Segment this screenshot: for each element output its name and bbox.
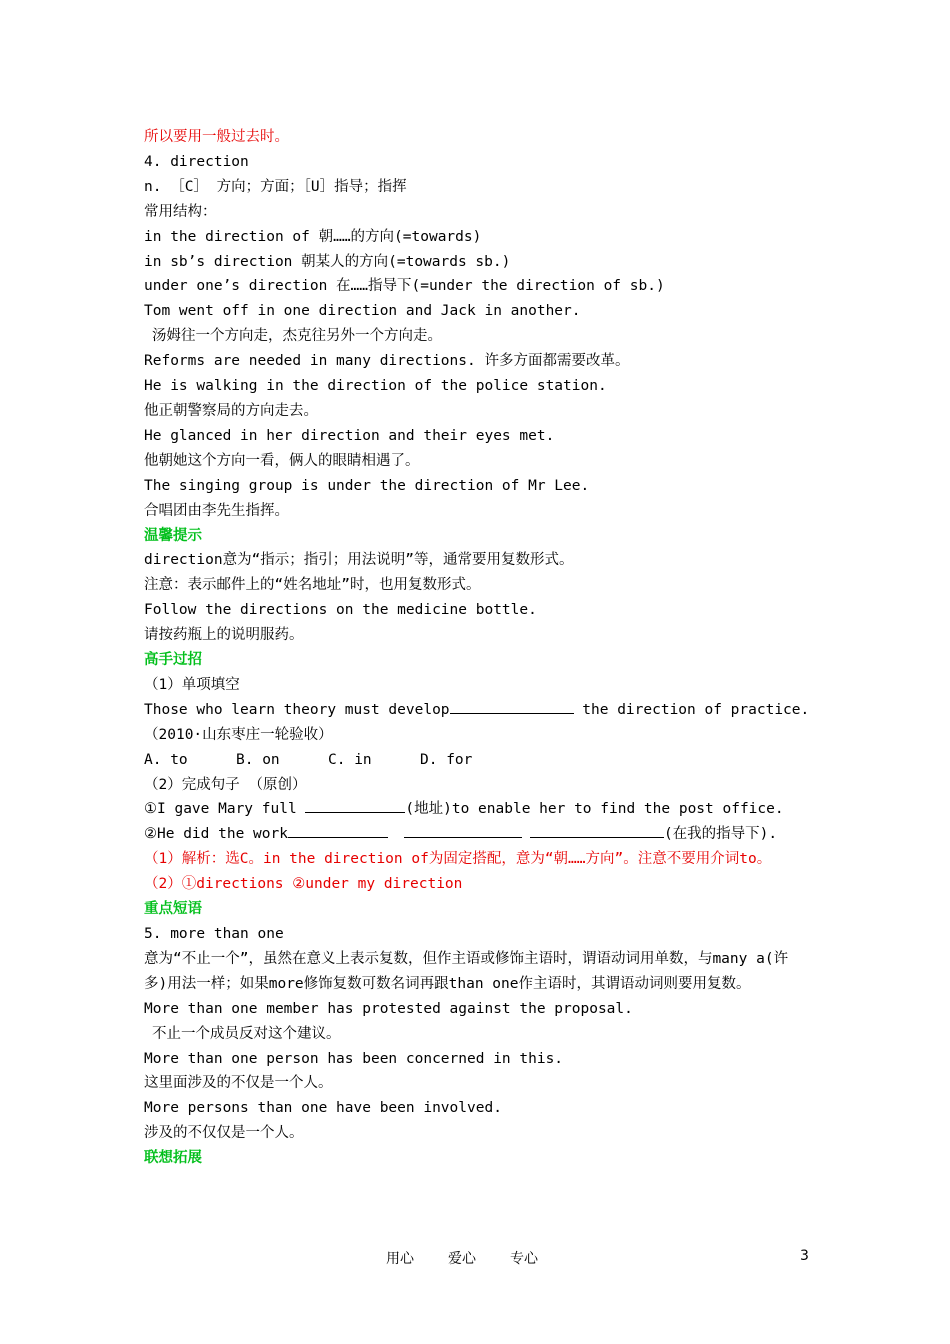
text-line: Tom went off in one direction and Jack in another. bbox=[144, 303, 581, 320]
text-line: under one’s direction 在……指导下(=under the direction of sb.) bbox=[144, 278, 665, 295]
answer-blank[interactable] bbox=[305, 798, 405, 813]
footer-motto-item: 专心 bbox=[510, 1251, 538, 1267]
text-line: 注意：表示邮件上的“姓名地址”时，也用复数形式。 bbox=[144, 577, 481, 594]
text-line: More persons than one have been involved. bbox=[144, 1100, 502, 1117]
text-line: The singing group is under the direction of Mr Lee. bbox=[144, 477, 590, 494]
text-line: Reforms are needed in many directions. 许多方面都需要改革。 bbox=[144, 353, 630, 370]
option-c: C. in bbox=[328, 751, 372, 768]
text-line: More than one person has been concerned in this. bbox=[144, 1050, 564, 1067]
option-d: D. for bbox=[420, 751, 473, 768]
answer-explanation-2: （2）①directions ②under my direction bbox=[144, 876, 463, 893]
text-line: direction意为“指示；指引；用法说明”等，通常要用复数形式。 bbox=[144, 552, 574, 569]
text-line: 常用结构： bbox=[144, 203, 217, 220]
footer-motto bbox=[386, 1248, 572, 1268]
text-line: 请按药瓶上的说明服药。 bbox=[144, 627, 304, 644]
text-line: 涉及的不仅仅是一个人。 bbox=[144, 1125, 304, 1142]
page-footer bbox=[0, 1248, 950, 1270]
choice-options bbox=[144, 748, 808, 773]
exercise-question-1: Those who learn theory must develop the direction of practice. bbox=[144, 698, 808, 723]
text-block-top bbox=[144, 125, 808, 698]
text-line: 他正朝警察局的方向走去。 bbox=[144, 402, 318, 419]
text-line: 所以要用一般过去时。 bbox=[144, 129, 289, 145]
answer-blank[interactable] bbox=[288, 823, 388, 838]
exercise-question-2: ①I gave Mary full (地址)to enable her to find the post office. bbox=[144, 797, 808, 822]
text-line: （1）单项填空 bbox=[144, 676, 240, 693]
text-line: 4. direction bbox=[144, 153, 249, 170]
answer-blank[interactable] bbox=[404, 823, 522, 838]
option-a: A. to bbox=[144, 751, 188, 768]
footer-motto-item: 用心 bbox=[386, 1251, 414, 1267]
question-source: （2010·山东枣庄一轮验收） bbox=[144, 726, 333, 743]
text-line: 不止一个成员反对这个建议。 bbox=[152, 1025, 341, 1042]
text-line: n. ［C］ 方向；方面；［U］指导；指挥 bbox=[144, 178, 407, 195]
page-number: 3 bbox=[800, 1248, 809, 1264]
text-line: He is walking in the direction of the police station. bbox=[144, 378, 607, 395]
text-line: 合唱团由李先生指挥。 bbox=[144, 502, 289, 519]
part2-title: （2）完成句子 （原创） bbox=[144, 776, 307, 793]
footer-motto-item: 爱心 bbox=[448, 1251, 476, 1267]
answer-blank[interactable] bbox=[530, 823, 664, 838]
answer-explanation-1: （1）解析：选C。in the direction of为固定搭配，意为“朝……方向”。注意不要用介词to。 bbox=[144, 851, 772, 868]
exercise-question-3: ②He did the work (在我的指导下). bbox=[144, 822, 808, 847]
text-line: in the direction of 朝……的方向(=towards) bbox=[144, 228, 482, 245]
text-line: Follow the directions on the medicine bottle. bbox=[144, 602, 537, 619]
text-line: 5. more than one bbox=[144, 926, 284, 942]
text-line: 汤姆往一个方向走，杰克往另外一个方向走。 bbox=[152, 328, 442, 345]
answer-blank[interactable] bbox=[450, 699, 574, 714]
text-line: 意为“不止一个”，虽然在意义上表示复数，但作主语或修饰主语时，谓语动词用单数，与many a(许多)用法一样；如果more修饰复数可数名词再跟than one作主语时，其谓语动词则要用复数。 bbox=[144, 950, 789, 992]
section-heading: 高手过招 bbox=[144, 652, 202, 669]
section-heading: 重点短语 bbox=[144, 901, 202, 918]
option-b: B. on bbox=[236, 751, 280, 768]
text-line: He glanced in her direction and their eyes met. bbox=[144, 427, 555, 444]
text-line: in sb’s direction 朝某人的方向(=towards sb.) bbox=[144, 253, 511, 270]
text-block-bottom bbox=[144, 897, 808, 1171]
page-content bbox=[144, 125, 808, 1171]
section-heading: 联想拓展 bbox=[144, 1150, 202, 1167]
section-heading: 温馨提示 bbox=[144, 527, 202, 544]
text-line: More than one member has protested against the proposal. bbox=[144, 1000, 633, 1017]
text-line: 他朝她这个方向一看，俩人的眼睛相遇了。 bbox=[144, 452, 420, 469]
text-line: 这里面涉及的不仅是一个人。 bbox=[144, 1075, 333, 1092]
